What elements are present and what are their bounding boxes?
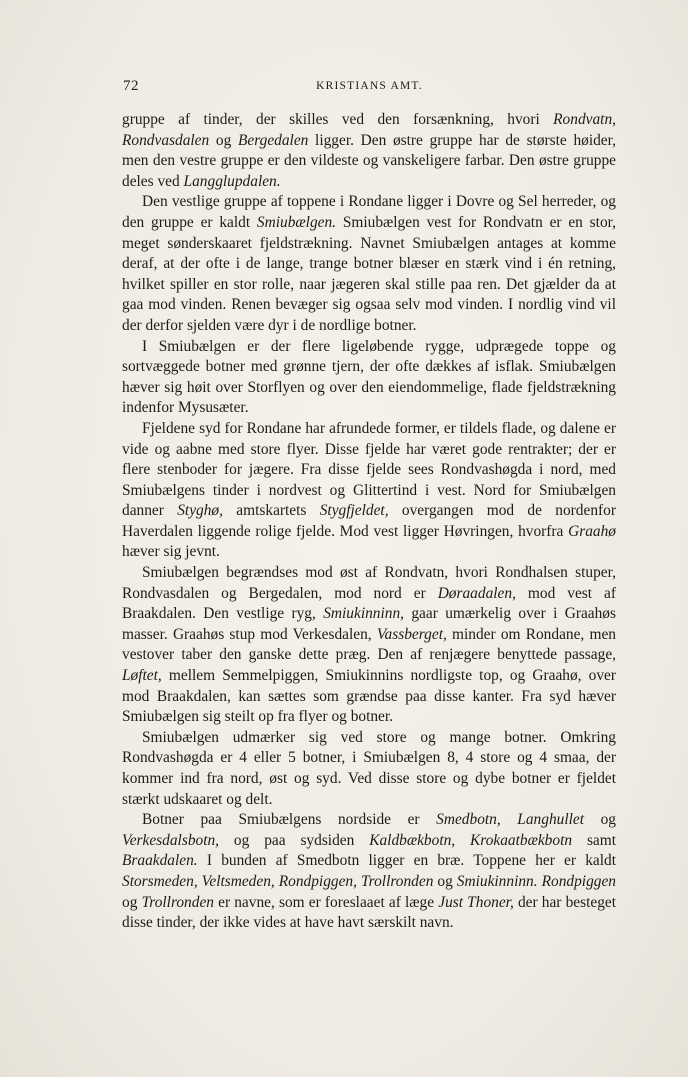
running-head: KRISTIANS AMT. [316, 80, 423, 92]
text-run: gruppe af tinder, der skilles ved den forsænkning, hvori [122, 111, 554, 128]
italic-run: Langglupdalen. [183, 172, 281, 190]
paragraph [122, 728, 616, 810]
italic-run: Storsmeden, Veltsmeden, Rondpiggen, Trollronden [122, 872, 434, 890]
text-run: I bunden af Smedbotn ligger en bræ. Toppene her er kaldt [197, 852, 616, 870]
paragraph [122, 337, 616, 419]
paragraph [122, 192, 616, 336]
text-run: Botner paa Smiubælgens nordside er [142, 811, 437, 829]
text-run: Den vestlige gruppe af toppene i Rondane ligger i Dovre og Sel herreder, og den gruppe er kaldt [122, 193, 616, 231]
text-run: hæver sig jevnt. [122, 543, 220, 561]
text-run: og [433, 872, 457, 890]
paragraph [122, 810, 616, 934]
italic-run: Løftet, [122, 667, 162, 685]
text-run: er navne, som er foreslaaet af læge [213, 893, 439, 911]
text-run: samt [572, 831, 617, 849]
italic-run: Vassberget, [376, 625, 447, 643]
italic-run: Graahø [568, 522, 616, 540]
text-run: ligger. Den østre gruppe har de største høider, men den vestre gruppe er den vildeste og vanskeligere farbar. Den østre gruppe deles ved [122, 131, 616, 190]
text-run: og [122, 893, 142, 911]
italic-run: Trollronden [141, 893, 214, 911]
italic-run: Styghø, [177, 502, 223, 520]
italic-run: Stygfjeldet, [319, 502, 389, 520]
page-header [123, 78, 616, 98]
text-run: gaar umærkelig over i Graahøs masser. Graahøs stup mod Verkesdalen, [122, 605, 616, 643]
italic-run: Rondpiggen [541, 872, 616, 890]
text-run: Smiubælgen udmærker sig ved store og mange botner. Omkring Rondvashøgda er 4 eller 5 botner, i Smiubælgen 8, 4 store og 4 smaa, der kommer ind fra nord, øst og syd. Ved disse store og dybe botner er fjeldet stærkt udskaaret og delt. [122, 728, 616, 808]
italic-run: Braakdalen. [122, 852, 198, 870]
text-run: mod vest af Braakdalen. Den vestlige ryg, [122, 584, 616, 623]
text-run: minder om Rondane, men vestover taber den ganske dette præg. Den af renjægere benyttede passage, [122, 625, 616, 664]
page-number: 72 [123, 78, 139, 94]
italic-run: Smiubælgen. [256, 213, 337, 231]
text-run: Fjeldene syd for Rondane har afrundede former, er tildels flade, og dalene er vide og aabne med store flyer. Disse fjelde har været gode rentrakter; der er flere stenboder for jægere. Fra disse fjelde sees Rondvashøgda i nord, med Smiubælgens tinder i nordvest og Glittertind i vest. Nord for Smiubælgen danner [122, 419, 616, 520]
italic-run: Just Thoner, [438, 893, 514, 911]
text-run: amtskartets [222, 502, 320, 520]
paragraph [122, 419, 616, 563]
text-run: Smiubælgen begrændses mod øst af Rondvatn, hvori Rondhalsen stuper, Rondvasdalen og Bergedalen, mod nord er [122, 564, 616, 602]
italic-run: Døraadalen, [437, 584, 516, 602]
text-run: I Smiubælgen er der flere ligeløbende rygge, udprægede toppe og sortvæggede botner med grønne tjern, der ofte dækkes af isflak. Smiubælgen hæver sig høit over Storflyen og over den eiendommelige, flade fjeldstrækning indenfor Mysusæter. [122, 337, 616, 417]
italic-run: Rondvatn, Rondvasdalen [122, 111, 616, 149]
text-run: og [584, 811, 616, 829]
text-run: mellem Semmelpiggen, Smiukinnins nordligste top, og Graahø, over mod Braakdalen, kan sættes som grændse paa disse kanter. Fra syd hæver Smiubælgen sig steilt op fra flyer og botner. [122, 667, 616, 726]
italic-run: Smedbotn, Langhullet [436, 811, 584, 829]
italic-run: Smiukinninn, [323, 605, 405, 623]
text-run: Smiubælgen vest for Rondvatn er en stor, meget sønderskaaret fjeldstrækning. Navnet Smiubælgen antages at komme deraf, at der ofte i de lange, trange botner blæser en stærk vind i én retning, hvilket spiller en stor rolle, naar jægeren skal stille paa ren. Det gjælder da at gaa mod vinden. Renen bevæger sig ogsaa selv mod vinden. I nordlig vind vil der derfor sjelden være dyr i de nordlige botner. [122, 213, 616, 334]
text-run: der har besteget disse tinder, der ikke vides at have havt særskilt navn. [122, 893, 616, 932]
text-run: og [209, 131, 238, 149]
italic-run: Smiukinninn. [456, 872, 538, 890]
paragraph [122, 110, 616, 192]
paragraph [122, 563, 616, 728]
body-text [122, 110, 616, 934]
italic-run: Kaldbækbotn, Krokaatbækbotn [369, 831, 573, 849]
italic-run: Bergedalen [237, 131, 309, 149]
text-run: og paa sydsiden [219, 831, 370, 849]
italic-run: Verkesdalsbotn, [122, 831, 220, 849]
text-run: overgangen mod de nordenfor Haverdalen liggende rolige fjelde. Mod vest ligger Høvringen, hvorfra [122, 502, 616, 540]
